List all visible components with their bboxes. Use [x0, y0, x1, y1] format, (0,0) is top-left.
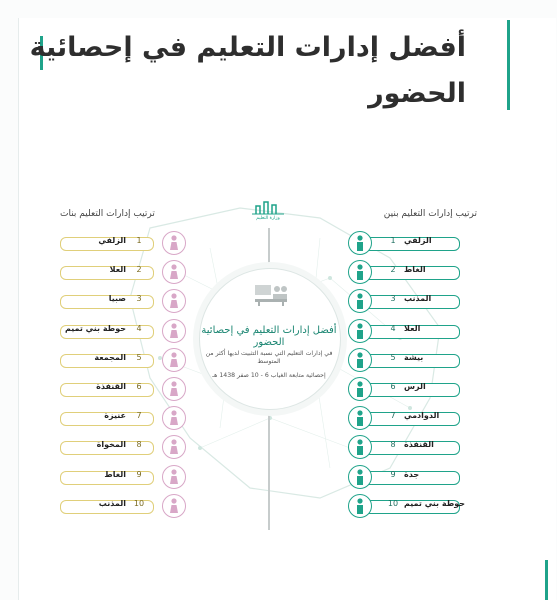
- female-student-icon: [162, 319, 186, 343]
- rank-number: 8: [136, 440, 142, 450]
- directorate-name: القنفذة: [96, 382, 126, 391]
- female-student-icon: [162, 260, 186, 284]
- center-title: أفضل إدارات التعليم في إحصائية الحضور: [201, 325, 337, 348]
- boys-rank-row: [348, 494, 470, 520]
- rank-number: 4: [390, 323, 396, 333]
- center-subtitle: في إدارات التعليم التي نسبة التثبيت لديها أكثر من المتوسط: [205, 350, 333, 365]
- boys-column-title: ترتيب إدارات التعليم بنين: [383, 209, 477, 219]
- directorate-name: الرس: [404, 382, 426, 391]
- directorate-name: حوطة بني تميم: [64, 323, 126, 333]
- boys-rank-row: [348, 348, 470, 374]
- male-student-icon: [348, 377, 372, 401]
- directorate-name: جدة: [404, 469, 420, 479]
- rank-number: 3: [136, 294, 142, 304]
- girls-rank-row: [58, 231, 188, 257]
- directorate-name: صبيا: [108, 294, 126, 304]
- rank-number: 7: [390, 411, 396, 421]
- male-student-icon: [348, 406, 372, 430]
- decor-bar-bottom: [545, 560, 548, 600]
- directorate-name: الزلفي: [404, 236, 432, 245]
- center-date: إحصائية متابعة الغياب 6 - 10 صفر 1438 هـ: [212, 372, 326, 379]
- rank-number: 5: [136, 352, 142, 362]
- rank-number: 6: [390, 382, 396, 391]
- rank-number: 1: [136, 236, 142, 245]
- male-student-icon: [348, 231, 372, 255]
- female-student-icon: [162, 465, 186, 489]
- rank-number: 2: [136, 265, 142, 275]
- female-student-icon: [162, 406, 186, 430]
- rank-number: 9: [390, 469, 396, 479]
- boys-rank-row: [348, 260, 470, 286]
- male-student-icon: [348, 494, 372, 518]
- female-student-icon: [162, 435, 186, 459]
- boys-rank-row: [348, 319, 470, 345]
- title-block: [0, 20, 540, 120]
- rank-number: 10: [133, 498, 145, 508]
- girls-rank-row: [58, 319, 188, 345]
- ministry-logo-text: وزارة التعليم: [256, 216, 280, 221]
- girls-rank-row: [58, 494, 188, 520]
- rank-number: 1: [390, 236, 396, 245]
- directorate-name: العلا: [109, 265, 126, 275]
- rank-number: 3: [390, 294, 396, 304]
- male-student-icon: [348, 465, 372, 489]
- boys-rank-row: [348, 435, 470, 461]
- girls-column-title: ترتيب إدارات التعليم بنات: [60, 209, 155, 219]
- directorate-name: المخواة: [96, 440, 126, 450]
- male-student-icon: [348, 319, 372, 343]
- directorate-name: حوطة بني تميم: [404, 498, 466, 508]
- rank-number: 10: [387, 498, 399, 508]
- directorate-name: القنفذة: [404, 440, 434, 450]
- boys-rank-row: [348, 465, 470, 491]
- directorate-name: بيشة: [404, 352, 424, 362]
- female-student-icon: [162, 231, 186, 255]
- boys-rank-row: [348, 231, 470, 257]
- page-title-line2: الحضور: [368, 78, 466, 109]
- directorate-name: الدوادمي: [404, 411, 440, 421]
- directorate-name: المذنب: [98, 498, 126, 508]
- female-student-icon: [162, 377, 186, 401]
- directorate-name: الغاط: [404, 265, 426, 275]
- ministry-logo: [248, 196, 288, 216]
- female-student-icon: [162, 289, 186, 313]
- directorate-name: المجمعة: [94, 352, 126, 362]
- male-student-icon: [348, 260, 372, 284]
- rank-number: 7: [136, 411, 142, 421]
- page-title-line1: أفضل إدارات التعليم في إحصائية: [29, 32, 466, 63]
- male-student-icon: [348, 348, 372, 372]
- female-student-icon: [162, 348, 186, 372]
- girls-rank-row: [58, 260, 188, 286]
- directorate-name: الغاط: [104, 469, 126, 479]
- girls-rank-row: [58, 289, 188, 315]
- directorate-name: عنيزة: [104, 411, 126, 421]
- rank-number: 4: [136, 323, 142, 333]
- boys-rank-row: [348, 406, 470, 432]
- girls-rank-row: [58, 406, 188, 432]
- rank-number: 9: [136, 469, 142, 479]
- rank-number: 8: [390, 440, 396, 450]
- girls-rank-row: [58, 465, 188, 491]
- directorate-name: المذنب: [404, 294, 432, 304]
- girls-rank-row: [58, 377, 188, 403]
- boys-rank-row: [348, 289, 470, 315]
- rank-number: 2: [390, 265, 396, 275]
- rank-number: 5: [390, 352, 396, 362]
- female-student-icon: [162, 494, 186, 518]
- male-student-icon: [348, 435, 372, 459]
- classroom-icon: [253, 283, 289, 307]
- girls-rank-row: [58, 435, 188, 461]
- directorate-name: الزلفي: [98, 236, 126, 245]
- rank-number: 6: [136, 382, 142, 391]
- boys-rank-row: [348, 377, 470, 403]
- girls-rank-row: [58, 348, 188, 374]
- directorate-name: العلا: [404, 323, 421, 333]
- male-student-icon: [348, 289, 372, 313]
